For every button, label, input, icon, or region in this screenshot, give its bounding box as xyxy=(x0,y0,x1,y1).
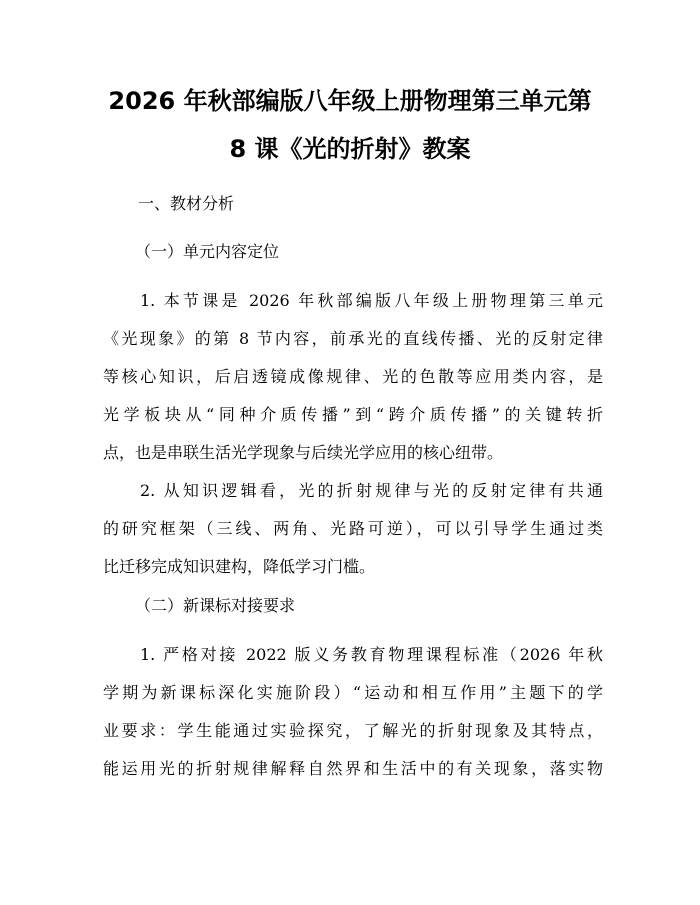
paragraph-line: 的研究框架（三线、两角、光路可逆），可以引导学生通过类 xyxy=(103,519,603,538)
paragraph-line: 学期为新课标深化实施阶段）“运动和相互作用”主题下的学 xyxy=(103,683,603,702)
subsection-heading-curriculum-standards: （二）新课标对接要求 xyxy=(135,596,296,615)
section-heading-textbook-analysis: 一、教材分析 xyxy=(138,194,235,213)
paragraph-line: 点，也是串联生活光学现象与后续光学应用的核心纽带。 xyxy=(103,443,504,462)
paragraph-line: 等核心知识，后启透镜成像规律、光的色散等应用类内容，是 xyxy=(103,367,603,386)
document-title-line-2: 8 课《光的折射》教案 xyxy=(229,135,471,163)
document-title-line-1: 2026 年秋部编版八年级上册物理第三单元第 xyxy=(108,87,592,115)
paragraph-unit-positioning-1 xyxy=(103,282,603,472)
paragraph-line: 1. 本节课是 2026 年秋部编版八年级上册物理第三单元 xyxy=(140,291,603,310)
paragraph-line: 1. 严格对接 2022 版义务教育物理课程标准（2026 年秋 xyxy=(140,645,603,664)
paragraph-line: 比迁移完成知识建构，降低学习门槛。 xyxy=(103,557,376,576)
paragraph-unit-positioning-2 xyxy=(103,472,603,586)
paragraph-line: 《光现象》的第 8 节内容，前承光的直线传播、光的反射定律 xyxy=(103,329,603,348)
paragraph-line: 光学板块从“同种介质传播”到“跨介质传播”的关键转折 xyxy=(103,405,603,424)
subsection-heading-unit-positioning: （一）单元内容定位 xyxy=(135,242,280,261)
paragraph-line: 业要求：学生能通过实验探究，了解光的折射现象及其特点， xyxy=(103,721,603,740)
paragraph-curriculum-standards-1 xyxy=(103,636,603,788)
paragraph-line: 能运用光的折射规律解释自然界和生活中的有关现象，落实物 xyxy=(103,759,603,778)
paragraph-line: 2. 从知识逻辑看，光的折射规律与光的反射定律有共通 xyxy=(140,481,603,500)
